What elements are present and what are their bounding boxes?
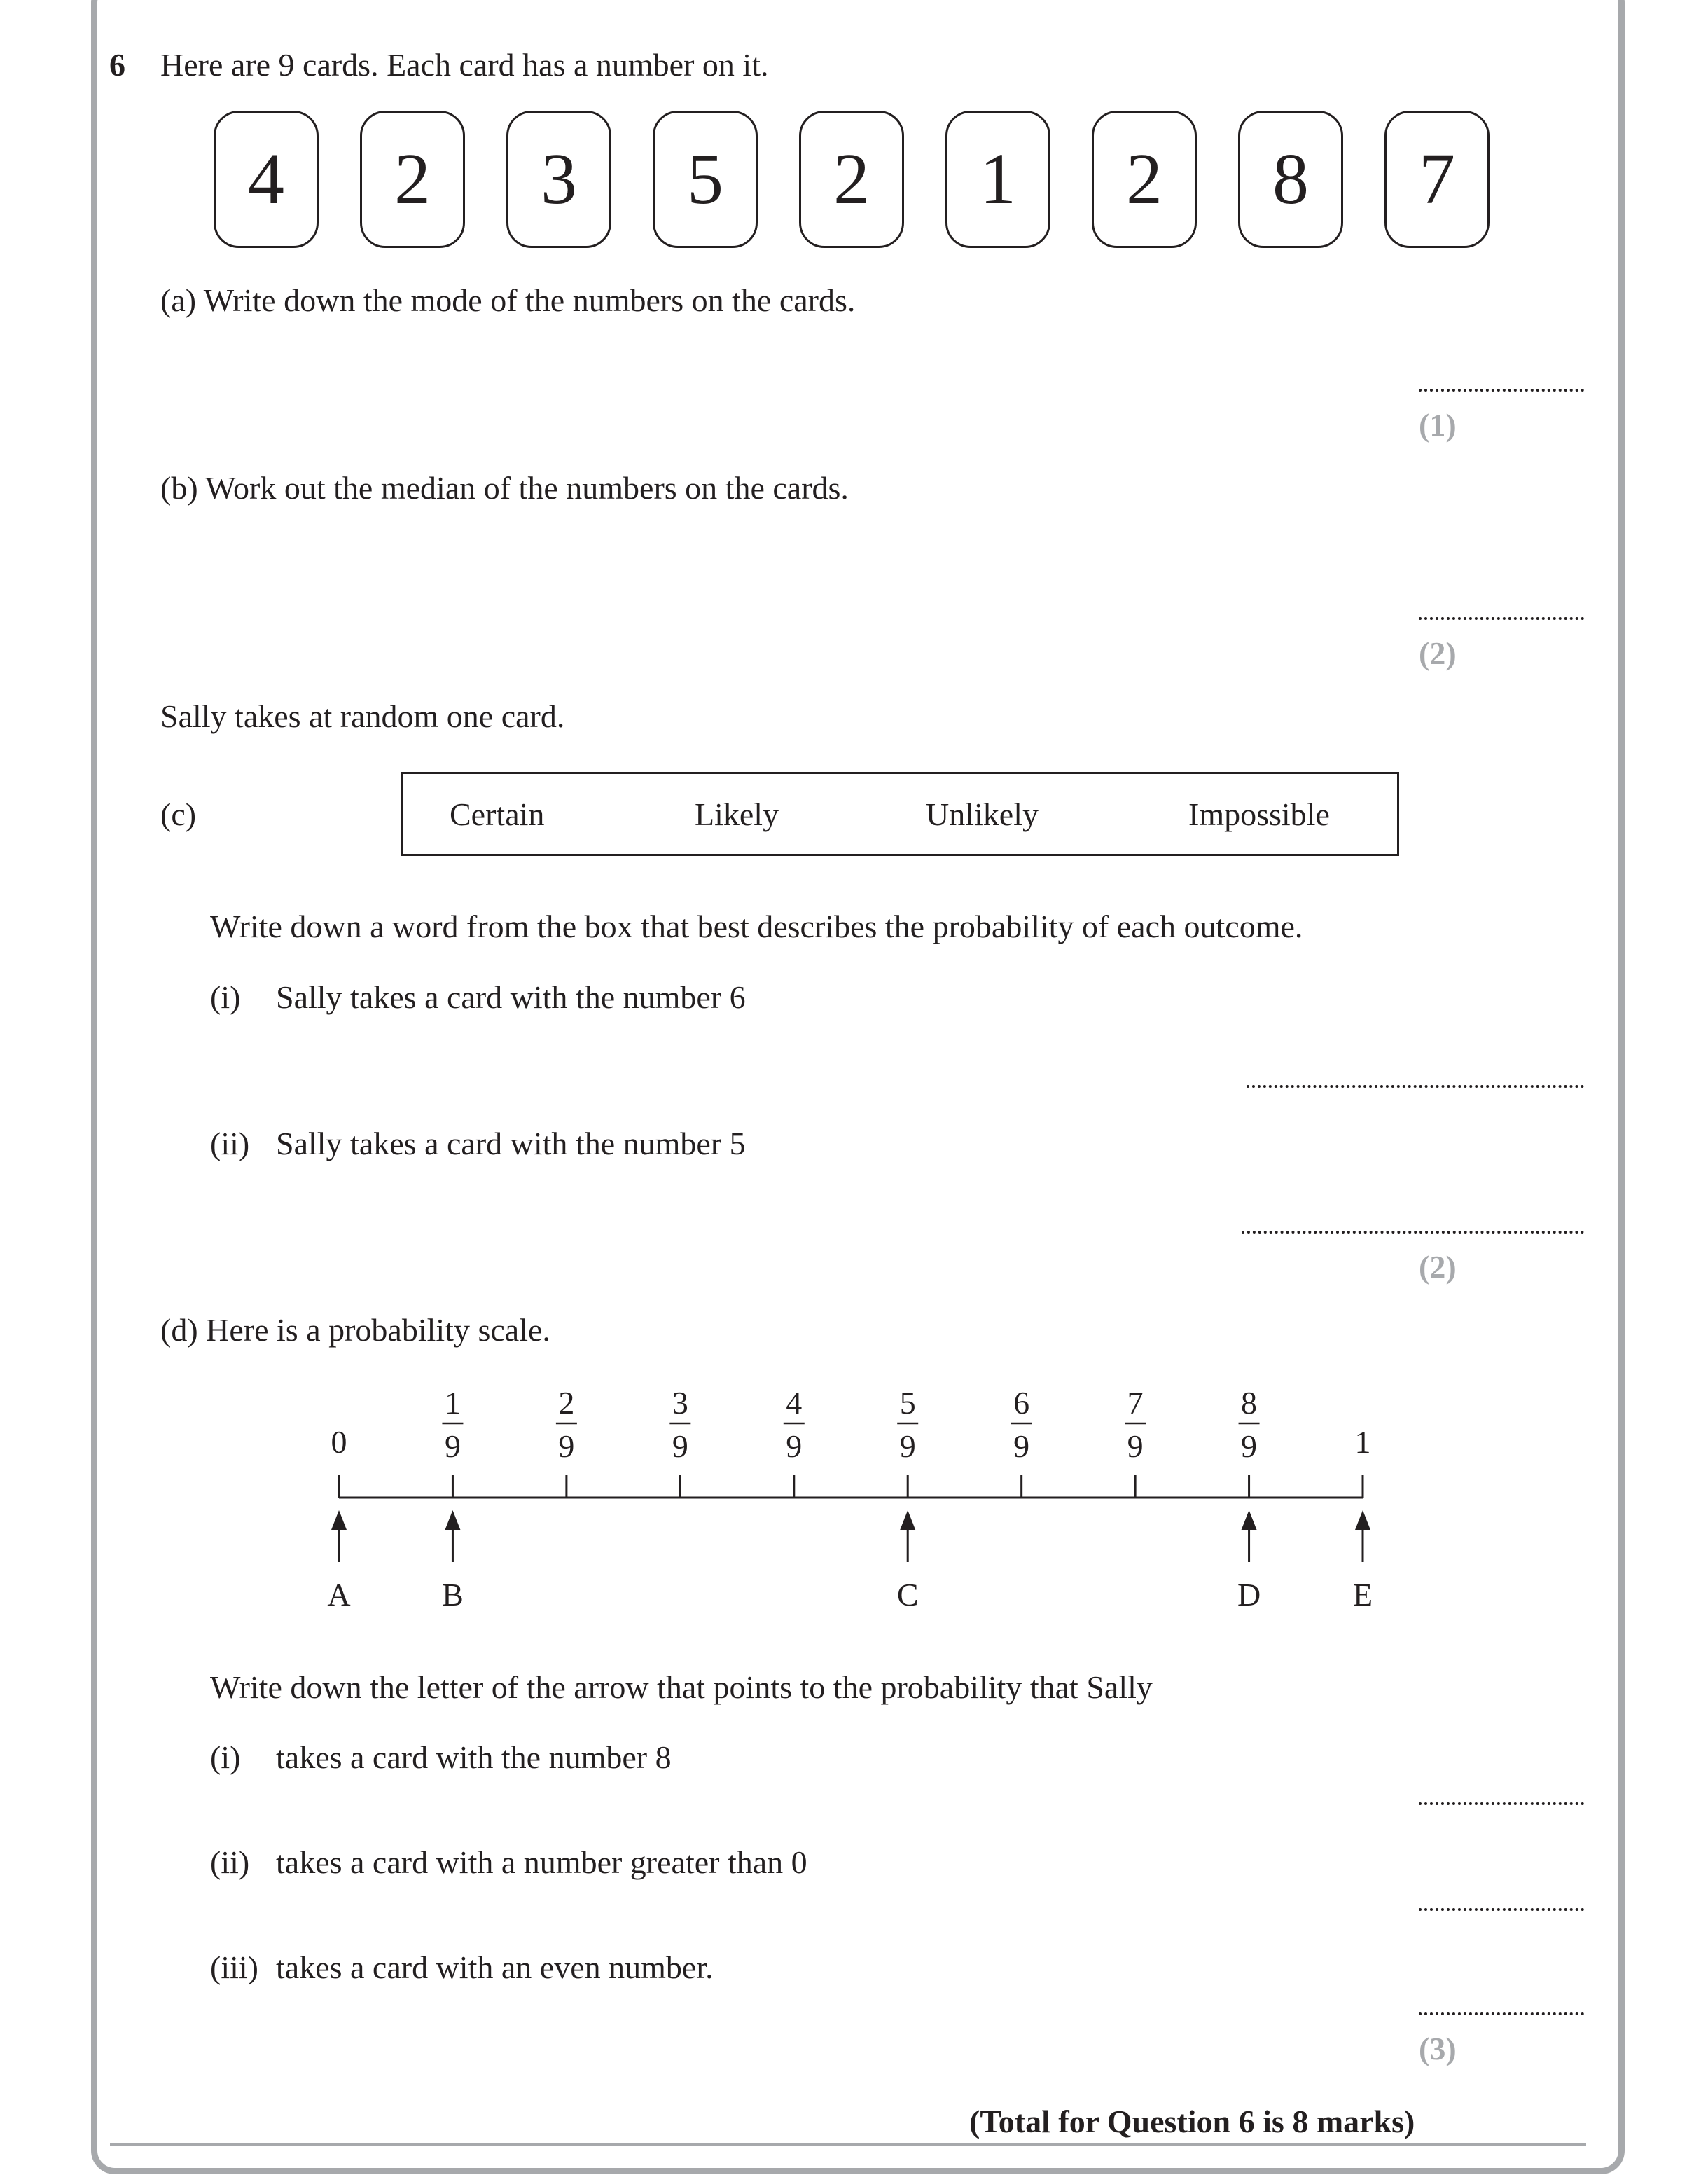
marks-b: (2) bbox=[1419, 635, 1457, 671]
part-d-instruction: Write down the letter of the arrow that points to the probability that Sally bbox=[210, 1669, 1153, 1705]
part-c-instruction: Write down a word from the box that best describes the probability of each outcome. bbox=[210, 909, 1303, 944]
context-text: Sally takes at random one card. bbox=[160, 698, 565, 734]
fraction-denominator: 9 bbox=[444, 1428, 461, 1464]
answer-line-c-i[interactable] bbox=[1247, 1085, 1584, 1088]
part-d-i-number: (i) bbox=[210, 1739, 241, 1775]
fraction-numerator: 8 bbox=[1241, 1385, 1258, 1421]
word-likely: Likely bbox=[695, 796, 779, 832]
fraction-numerator: 5 bbox=[899, 1385, 916, 1421]
fraction-numerator: 7 bbox=[1127, 1385, 1144, 1421]
number-card: 2 bbox=[360, 111, 465, 248]
word-impossible: Impossible bbox=[1188, 796, 1330, 832]
fraction-numerator: 1 bbox=[444, 1385, 461, 1421]
part-d-iii-text: takes a card with an even number. bbox=[276, 1949, 714, 1985]
fraction-denominator: 9 bbox=[899, 1428, 916, 1464]
scale-label-zero: 0 bbox=[331, 1424, 347, 1460]
marks-c: (2) bbox=[1419, 1249, 1457, 1285]
fraction-numerator: 2 bbox=[558, 1385, 575, 1421]
part-d-ii-number: (ii) bbox=[210, 1844, 250, 1880]
number-card: 2 bbox=[799, 111, 904, 248]
fraction-numerator: 4 bbox=[786, 1385, 803, 1421]
part-a-question: (a) Write down the mode of the numbers on the cards. bbox=[160, 282, 856, 318]
part-d-question: (d) Here is a probability scale. bbox=[160, 1312, 550, 1348]
scale-label-one: 1 bbox=[1354, 1424, 1371, 1460]
part-d-i-text: takes a card with the number 8 bbox=[276, 1739, 672, 1775]
answer-line-d-iii[interactable] bbox=[1419, 2012, 1584, 2015]
part-c-i-text: Sally takes a card with the number 6 bbox=[276, 979, 746, 1015]
number-card: 5 bbox=[653, 111, 758, 248]
question-intro: Here are 9 cards. Each card has a number on it. bbox=[160, 47, 769, 83]
part-c-i-number: (i) bbox=[210, 979, 241, 1015]
answer-line-b[interactable] bbox=[1419, 617, 1584, 620]
number-card: 8 bbox=[1238, 111, 1343, 248]
answer-line-c-ii[interactable] bbox=[1242, 1231, 1584, 1234]
fraction-denominator: 9 bbox=[558, 1428, 575, 1464]
number-card: 1 bbox=[945, 111, 1050, 248]
number-card: 3 bbox=[506, 111, 611, 248]
part-d-iii-number: (iii) bbox=[210, 1949, 258, 1985]
marks-a: (1) bbox=[1419, 407, 1457, 443]
marks-d: (3) bbox=[1419, 2031, 1457, 2066]
arrow-label-c: C bbox=[896, 1577, 919, 1613]
answer-line-d-ii[interactable] bbox=[1419, 1908, 1584, 1911]
part-c-label: (c) bbox=[160, 796, 197, 832]
arrow-label-b: B bbox=[442, 1577, 464, 1613]
fraction-denominator: 9 bbox=[786, 1428, 803, 1464]
part-b-question: (b) Work out the median of the numbers on the cards. bbox=[160, 470, 849, 506]
question-total: (Total for Question 6 is 8 marks) bbox=[969, 2104, 1415, 2139]
answer-line-d-i[interactable] bbox=[1419, 1802, 1584, 1805]
arrow-label-a: A bbox=[327, 1577, 351, 1613]
bottom-rule bbox=[110, 2143, 1586, 2146]
number-card: 7 bbox=[1384, 111, 1490, 248]
part-c-ii-number: (ii) bbox=[210, 1126, 250, 1161]
part-c-ii-text: Sally takes a card with the number 5 bbox=[276, 1126, 746, 1161]
number-card: 4 bbox=[214, 111, 319, 248]
part-d-ii-text: takes a card with a number greater than 0 bbox=[276, 1844, 807, 1880]
answer-line-a[interactable] bbox=[1419, 389, 1584, 392]
fraction-denominator: 9 bbox=[1013, 1428, 1030, 1464]
fraction-numerator: 6 bbox=[1013, 1385, 1030, 1421]
arrow-label-e: E bbox=[1352, 1577, 1373, 1613]
fraction-denominator: 9 bbox=[1127, 1428, 1144, 1464]
number-card: 2 bbox=[1092, 111, 1197, 248]
fraction-numerator: 3 bbox=[672, 1385, 688, 1421]
fraction-denominator: 9 bbox=[1241, 1428, 1258, 1464]
arrow-label-d: D bbox=[1237, 1577, 1261, 1613]
fraction-denominator: 9 bbox=[672, 1428, 688, 1464]
word-certain: Certain bbox=[450, 796, 545, 832]
question-number: 6 bbox=[109, 47, 125, 83]
word-unlikely: Unlikely bbox=[926, 796, 1039, 832]
